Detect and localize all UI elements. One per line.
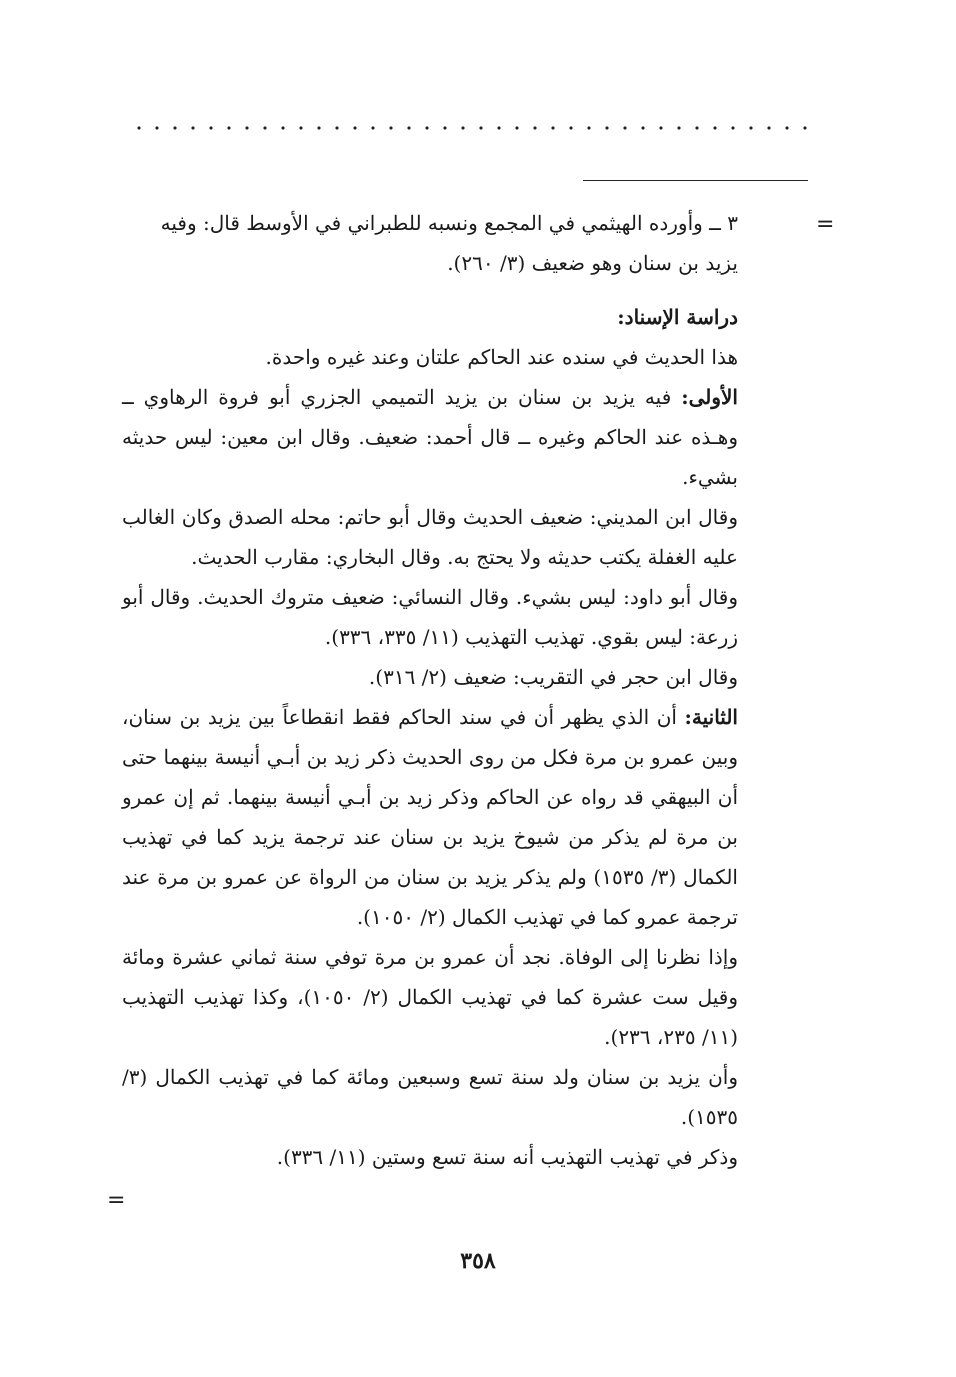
second-defect-label: الثانية:: [684, 705, 738, 729]
footnote-line-1: ٣ ــ وأورده الهيثمي في المجمع ونسبه للطبراني في الأوسط قال: وفيه: [160, 211, 738, 235]
second-defect-text: أن الذي يظهر أن في سند الحاكم فقط انقطاعاً بين يزيد بن سنان، وبين عمرو بن مرة فكل من روى الحديث ذكر زيد بن أبـي أنيسة بينهما حتى أن البيهقي قد رواه عن الحاكم وذكر زيد بن أبـي أنيسة بينهما. ثم إن عمرو بن مرة لم يذكر من شيوخ يزيد بن سنان عند ترجمة يزيد كما في تهذيب الكمال (٣/ ١٥٣٥) ولم يذكر يزيد بن سنان من الرواة عن عمرو بن مرة عند ترجمة عمرو كما في تهذيب الكمال (٢/ ١٠٥٠).: [122, 705, 738, 929]
page-number: ٣٥٨: [460, 1248, 496, 1274]
abu-dawud-paragraph: وقال أبو داود: ليس بشيء. وقال النسائي: ضعيف متروك الحديث. وقال أبو زرعة: ليس بقوي. تهذيب التهذيب (١١/ ٣٣٥، ٣٣٦).: [122, 585, 738, 649]
ibn-hajar-paragraph: وقال ابن حجر في التقريب: ضعيف (٢/ ٣١٦).: [368, 665, 738, 689]
section-heading: دراسة الإسناد:: [617, 305, 738, 329]
continuation-mark-bottom: =: [107, 1188, 126, 1213]
first-defect-paragraph: [122, 377, 738, 497]
birth-date-paragraph: وأن يزيد بن سنان ولد سنة تسع وسبعين ومائة كما في تهذيب الكمال (٣/ ١٥٣٥).: [122, 1065, 739, 1129]
first-defect-label: الأولى:: [681, 385, 738, 409]
ibn-madini-paragraph: وقال ابن المديني: ضعيف الحديث وقال أبو حاتم: محله الصدق وكان الغالب عليه الغفلة يكتب حديثه ولا يحتج به. وقال البخاري: مقارب الحديث.: [122, 505, 738, 569]
first-defect-text: فيه يزيد بن سنان بن يزيد التميمي الجزري أبو فروة الرهاوي ــ وهـذه عند الحاكم وغيره ــ قال أحمد: ضعيف. وقال ابن معين: ليس حديثه بشيء.: [122, 385, 738, 489]
footnote: [122, 203, 738, 283]
second-defect-paragraph: [122, 697, 738, 937]
footnote-line-2: يزيد بن سنان وهو ضعيف (٣/ ٢٦٠).: [447, 251, 738, 275]
intro-paragraph: هذا الحديث في سنده عند الحاكم علتان وعند غيره واحدة.: [265, 345, 738, 369]
death-date-paragraph: وإذا نظرنا إلى الوفاة. نجد أن عمرو بن مرة توفي سنة ثماني عشرة ومائة وقيل ست عشرة كما في تهذيب الكمال (٢/ ١٠٥٠)، وكذا تهذيب التهذيب (١١/ ٢٣٥، ٢٣٦).: [122, 945, 738, 1049]
page-body: [122, 203, 738, 1177]
dotted-separator: [130, 118, 810, 138]
footnote-rule: [583, 180, 808, 181]
continuation-mark-top: =: [816, 212, 835, 237]
tahdhib-note-paragraph: وذكر في تهذيب التهذيب أنه سنة تسع وستين (١١/ ٣٣٦).: [276, 1145, 738, 1169]
